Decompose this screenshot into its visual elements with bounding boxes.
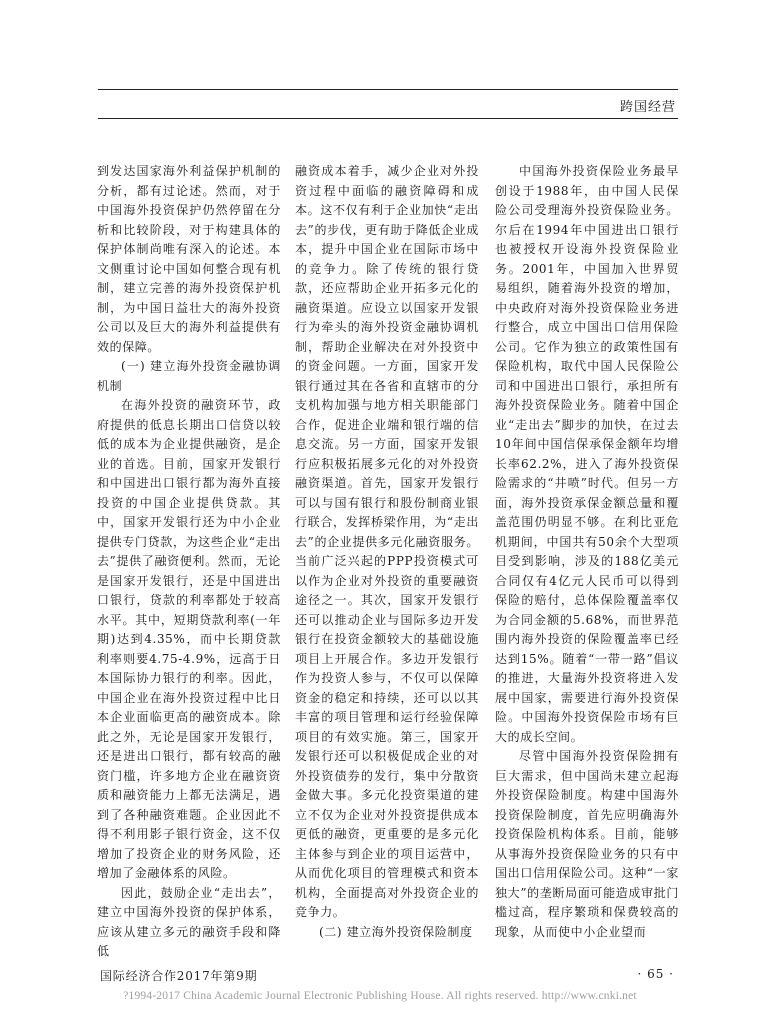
paragraph: 在海外投资的融资环节，政府提供的低息长期出口信贷以较低的成本为企业提供融资，是企业的首选。目前，国家开发银行和中国进出口银行都为海外直接投资的中国企业提供贷款。其中，国家开发银行还为中小企业提供专门贷款，为这些企业“走出去”提供了融资便利。然而，无论是国家开发银行，还是中国进出口银行，贷款的利率都处于较高水平。其中，短期贷款利率(一年期)达到4.35%，而中长期贷款利率则要4.75-4.9%，远高于日本国际协力银行的利率。因此，中国企业在海外投资过程中比日本企业面临更高的融资成本。除此之外，无论是国家开发银行，还是进出口银行，都有较高的融资门槛，许多地方企业在融资资质和融资能力上都无法满足，遇到了各种融资难题。企业因此不得不利用影子银行资金，这不仅增加了投资企业的财务风险，还增加了金融体系的风险。 bbox=[97, 398, 281, 880]
text-column-right bbox=[495, 162, 679, 942]
journal-issue-footer: 国际经济合作2017年第9期 bbox=[100, 969, 258, 983]
paragraph: 中国海外投资保险业务最早创设于1988年，由中国人民保险公司受理海外投资保险业务。尔后在1994年中国进出口银行也被授权开设海外投资保险业务。2001年，中国加入世界贸易组织，随着海外投资的增加，中央政府对海外投资保险业务进行整合，成立中国出口信用保险公司。它作为独立的政策性国有保险机构，取代中国人民保险公司和中国进出口银行，承担所有海外投资保险业务。随着中国企业“走出去”脚步的加快，在过去10年间中国信保承保金额年均增长率62.2%，进入了海外投资保险需求的“井喷”时代。但另一方面，海外投资承保金额总量和覆盖范围仍明显不够。在利比亚危机期间，中国共有50余个大型项目受到影响，涉及的188亿美元合同仅有4亿元人民币可以得到保险的赔付，总体保险覆盖率仅为合同金额的5.68%，而世界范围内海外投资的保险覆盖率已经达到15%。随着“一带一路”倡议的推进，大量海外投资将进入发展中国家，需要进行海外投资保险。中国海外投资保险市场有巨大的成长空间。 bbox=[495, 164, 679, 744]
header-top-rule bbox=[98, 89, 678, 90]
header-bottom-rule bbox=[98, 118, 678, 119]
section-heading: (二) 建立海外投资保险制度 bbox=[319, 924, 473, 939]
copyright-notice: ?1994-2017 China Academic Journal Electronic Publishing House. All rights reserved. http://www.cnki.net bbox=[123, 990, 637, 1002]
section-heading: (一) 建立海外投资金融协调机制 bbox=[97, 359, 281, 393]
paragraph: 融资成本着手，减少企业对外投资过程中面临的融资障碍和成本。这不仅有利于企业加快“走出去”的步伐，更有助于降低企业成本，提升中国企业在国际市场中的竞争力。除了传统的银行贷款，还应帮助企业开拓多元化的融资渠道。应设立以国家开发银行为牵头的海外投资金融协调机制，帮助企业解决在对外投资中的资金问题。一方面，国家开发银行通过其在各省和直辖市的分支机构加强与地方相关职能部门合作，促进企业端和银行端的信息交流。另一方面，国家开发银行应积极拓展多元化的对外投资融资渠道。首先，国家开发银行可以与国有银行和股份制商业银行联合，发挥桥梁作用，为“走出去”的企业提供多元化融资服务。当前广泛兴起的PPP投资模式可以作为企业对外投资的重要融资途径之一。其次，国家开发银行还可以推动企业与国际多边开发银行在投资金额较大的基础设施项目上开展合作。多边开发银行作为投资人参与，不仅可以保障资金的稳定和持续，还可以以其丰富的项目管理和运行经验保障项目的有效实施。第三，国家开发银行还可以积极促成企业的对外投资债券的发行，集中分散资金做大事。多元化投资渠道的建立不仅为企业对外投资提供成本更低的融资，更重要的是多元化主体参与到企业的项目运营中，从而优化项目的管理模式和资本机构，全面提高对外投资企业的竞争力。 bbox=[295, 164, 479, 919]
paragraph: 因此，鼓励企业“走出去”，建立中国海外投资的保护体系，应该从建立多元的融资手段和降低 bbox=[97, 885, 281, 958]
text-column-middle bbox=[295, 162, 479, 942]
paragraph: 到发达国家海外利益保护机制的分析，都有过论述。然而，对于中国海外投资保护仍然停留在分析和比较阶段，对于构建具体的保护体制尚唯有深入的论述。本文侧重讨论中国如何整合现有机制，建立完善的海外投资保护机制，为中国日益壮大的海外投资公司以及巨大的海外利益提供有效的保障。 bbox=[97, 164, 281, 354]
text-column-left bbox=[97, 162, 281, 962]
page-number: · 65 · bbox=[637, 967, 674, 981]
journal-section-title: 跨国经营 bbox=[619, 100, 676, 115]
paragraph: 尽管中国海外投资保险拥有巨大需求，但中国尚未建立起海外投资保险制度。构建中国海外投资保险制度，首先应明确海外投资保险机构体系。目前，能够从事海外投资保险业务的只有中国出口信用保险公司。这种“一家独大”的垄断局面可能造成审批门槛过高，程序繁琐和保费较高的现象，从而使中小企业望而 bbox=[495, 749, 679, 939]
